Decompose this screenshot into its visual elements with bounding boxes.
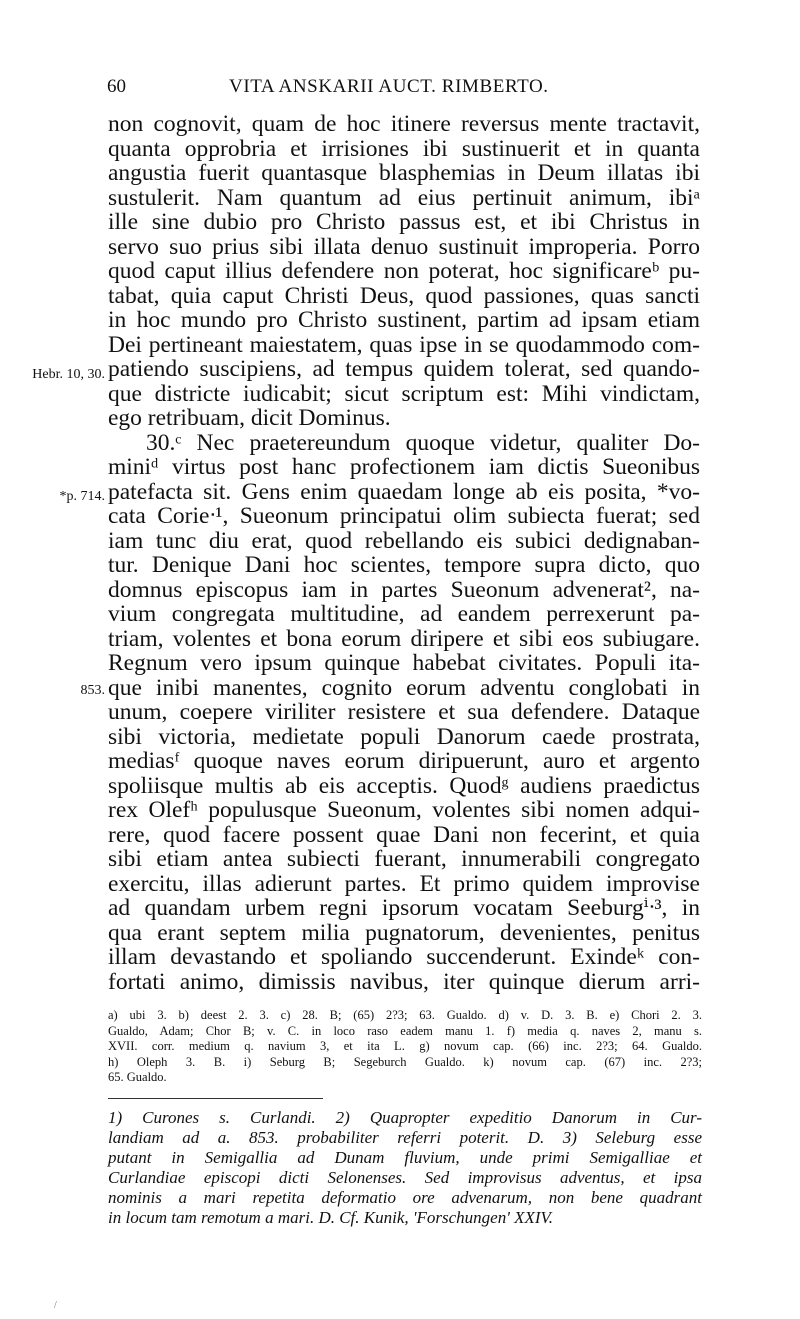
text-line: servo suo prius sibi illata denuo sustinuit improperia. Porro: [108, 233, 700, 260]
text-line: angustia fuerit quantasque blasphemias in Deum illatas ibi: [108, 160, 700, 186]
text-line: patefacta sit. Gens enim quaedam longe ab eis posita, *vo-: [108, 478, 700, 505]
text-line: sibi victoria, medietate populi Danorum caede prostrata,: [108, 723, 700, 750]
text-line: exercitu, illas adierunt partes. Et primo quidem improvise: [108, 870, 700, 897]
stray-mark: /: [54, 1300, 57, 1311]
text-line: quanta opprobria et irrisiones ibi sustinuerit et in quanta: [108, 135, 700, 162]
text-line: que districte iudicabit; sicut scriptum est: Mihi vindictam,: [108, 380, 700, 407]
footnote-divider: [108, 1098, 323, 1099]
text-line: 30.ᶜ Nec praetereundum quoque videtur, qualiter Do-: [146, 429, 700, 456]
text-line: miniᵈ virtus post hanc profectionem iam dictis Sueonibus: [108, 454, 700, 480]
variant-note-line: a) ubi 3. b) deest 2. 3. c) 28. B; (65) 2?3; 63. Gualdo. d) v. D. 3. B. e) Chori 2. 3.: [108, 1008, 702, 1022]
text-line: ad quandam urbem regni ipsorum vocatam Seeburgⁱᐧ³, in: [108, 895, 700, 921]
page-number: 60: [107, 76, 126, 97]
variant-note-line: XVII. corr. medium q. navium 3, et ita L. g) novum cap. (66) inc. 2?3; 64. Gualdo.: [108, 1039, 702, 1053]
text-line: sustulerit. Nam quantum ad eius pertinuit animum, ibiᵃ: [108, 184, 700, 211]
variant-note-line: Gualdo, Adam; Chor B; v. C. in loco raso eadem manu 1. f) media q. naves 2, manu s.: [108, 1023, 702, 1038]
text-line: illam devastando et spoliando succenderunt. Exindeᵏ con-: [108, 944, 700, 970]
variant-note-line: 65. Gualdo.: [108, 1070, 167, 1084]
footnote-line: nominis a mari repetita deformatio ore advenarum, non bene quadrant: [108, 1188, 702, 1207]
text-line: que inibi manentes, cognito eorum adventu conglobati in: [108, 674, 700, 701]
footnotes: [108, 1108, 702, 1228]
text-line: quod caput illius defendere non poterat, hoc significareᵇ pu-: [108, 258, 700, 284]
variant-notes: [108, 1008, 702, 1086]
running-header: [0, 76, 800, 102]
text-line: mediasᶠ quoque naves eorum diripuerunt, auro et argento: [108, 748, 700, 774]
text-line: tabat, quia caput Christi Deus, quod passiones, quas sancti: [108, 282, 700, 309]
text-line: in hoc mundo pro Christo sustinent, partim ad ipsam etiam: [108, 307, 700, 333]
footnote-line: putant in Semigallia ad Dunam fluvium, unde primi Semigalliae et: [108, 1148, 702, 1167]
text-line: Regnum vero ipsum quinque habebat civitates. Populi ita-: [108, 650, 700, 676]
text-line: iam tunc diu erat, quod rebellando eis subici dedignaban-: [108, 527, 700, 554]
text-line: spoliisque multis ab eis acceptis. Quodᵍ audiens praedictus: [108, 772, 700, 799]
text-line: qua erant septem milia pugnatorum, devenientes, penitus: [108, 919, 700, 946]
text-line: rex Olefʰ populusque Sueonum, volentes sibi nomen adqui-: [108, 797, 700, 823]
text-line: patiendo suscipiens, ad tempus quidem tolerat, sed quando-: [108, 356, 700, 382]
running-title: VITA ANSKARII AUCT. RIMBERTO.: [229, 76, 549, 97]
margin-reference: 853.: [80, 683, 105, 698]
text-line: Dei pertineant maiestatem, quas ipse in se quodammodo com-: [108, 331, 700, 358]
footnote-line: Curlandiae episcopi dicti Selonenses. Sed improvisus adventus, et ipsa: [108, 1168, 702, 1187]
text-line: non cognovit, quam de hoc itinere reversus mente tractavit,: [108, 111, 700, 137]
margin-reference: *p. 714.: [59, 489, 105, 504]
footnote-line: in locum tam remotum a mari. D. Cf. Kunik, 'Forschungen' XXIV.: [108, 1208, 553, 1227]
text-line: sibi etiam antea subiecti fuerant, innumerabili congregato: [108, 846, 700, 872]
text-line: cata Corieᐧ¹, Sueonum principatui olim subiecta fuerat; sed: [108, 503, 700, 529]
text-line: vium congregata multitudine, ad eandem perrexerunt pa-: [108, 601, 700, 627]
text-line: ille sine dubio pro Christo passus est, et ibi Christus in: [108, 209, 700, 235]
margin-reference: Hebr. 10, 30.: [32, 367, 105, 382]
text-line: triam, volentes et bona eorum diripere et sibi eos subiugare.: [108, 625, 700, 652]
footnote-line: landiam ad a. 853. probabiliter referri poterit. D. 3) Seleburg esse: [108, 1128, 702, 1147]
footnote-line: 1) Curones s. Curlandi. 2) Quapropter expeditio Danorum in Cur-: [108, 1108, 702, 1127]
text-line: unum, coepere viriliter resistere et sua defendere. Dataque: [108, 699, 700, 725]
text-line: ego retribuam, dicit Dominus.: [108, 405, 391, 431]
text-line: tur. Denique Dani hoc scientes, tempore supra dicto, quo: [108, 552, 700, 578]
text-line: domnus episcopus iam in partes Sueonum advenerat², na-: [108, 576, 700, 603]
variant-note-line: h) Oleph 3. B. i) Seburg B; Segeburch Gualdo. k) novum cap. (67) inc. 2?3;: [108, 1054, 702, 1069]
text-line: rere, quod facere possent quae Dani non fecerint, et quia: [108, 821, 700, 848]
text-line: fortati animo, dimissis navibus, iter quinque dierum arri-: [108, 968, 700, 995]
